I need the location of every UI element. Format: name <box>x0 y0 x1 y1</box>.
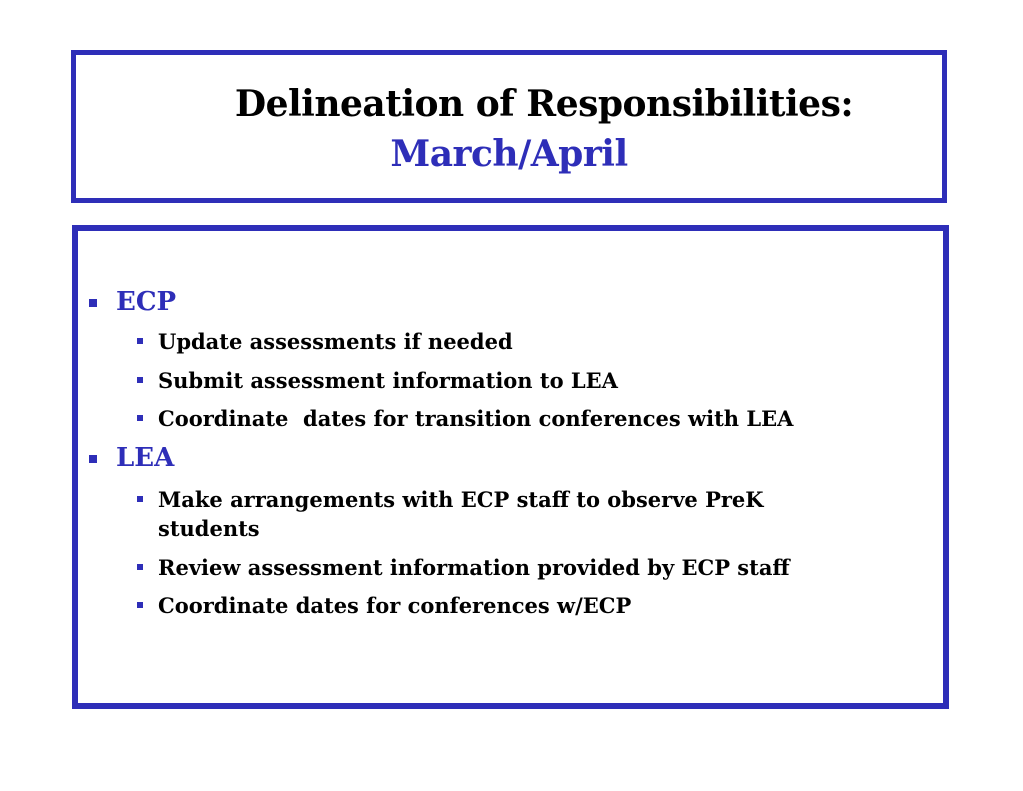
list-item <box>137 485 897 543</box>
list-item-label: Update assessments if needed <box>158 329 513 354</box>
square-bullet-icon <box>89 299 97 307</box>
list-item-label: Coordinate dates for conferences w/ECP <box>158 593 632 618</box>
list-item <box>137 327 897 356</box>
square-bullet-icon <box>89 455 97 463</box>
section-heading-label: LEA <box>116 443 175 473</box>
list-item <box>137 404 897 433</box>
list-item-label: Submit assessment information to LEA <box>158 368 618 393</box>
square-bullet-icon <box>137 602 143 608</box>
list-item <box>137 591 897 620</box>
square-bullet-icon <box>137 415 143 421</box>
list-item-label: Coordinate dates for transition conferences with LEA <box>158 406 794 431</box>
section-heading-label: ECP <box>116 287 177 317</box>
square-bullet-icon <box>137 564 143 570</box>
section-heading-lea <box>89 443 174 473</box>
list-item-label: Make arrangements with ECP staff to observe PreK students <box>158 487 764 541</box>
square-bullet-icon <box>137 377 143 383</box>
square-bullet-icon <box>137 338 143 344</box>
list-item <box>137 553 897 582</box>
title-box <box>71 50 947 203</box>
section-heading-ecp <box>89 287 176 317</box>
slide-title: Delineation of Responsibilities: <box>234 83 854 125</box>
square-bullet-icon <box>137 496 143 502</box>
list-item-label: Review assessment information provided by ECP staff <box>158 555 790 580</box>
slide-subtitle: March/April <box>390 133 628 175</box>
content-box <box>72 225 949 709</box>
list-item <box>137 366 897 395</box>
